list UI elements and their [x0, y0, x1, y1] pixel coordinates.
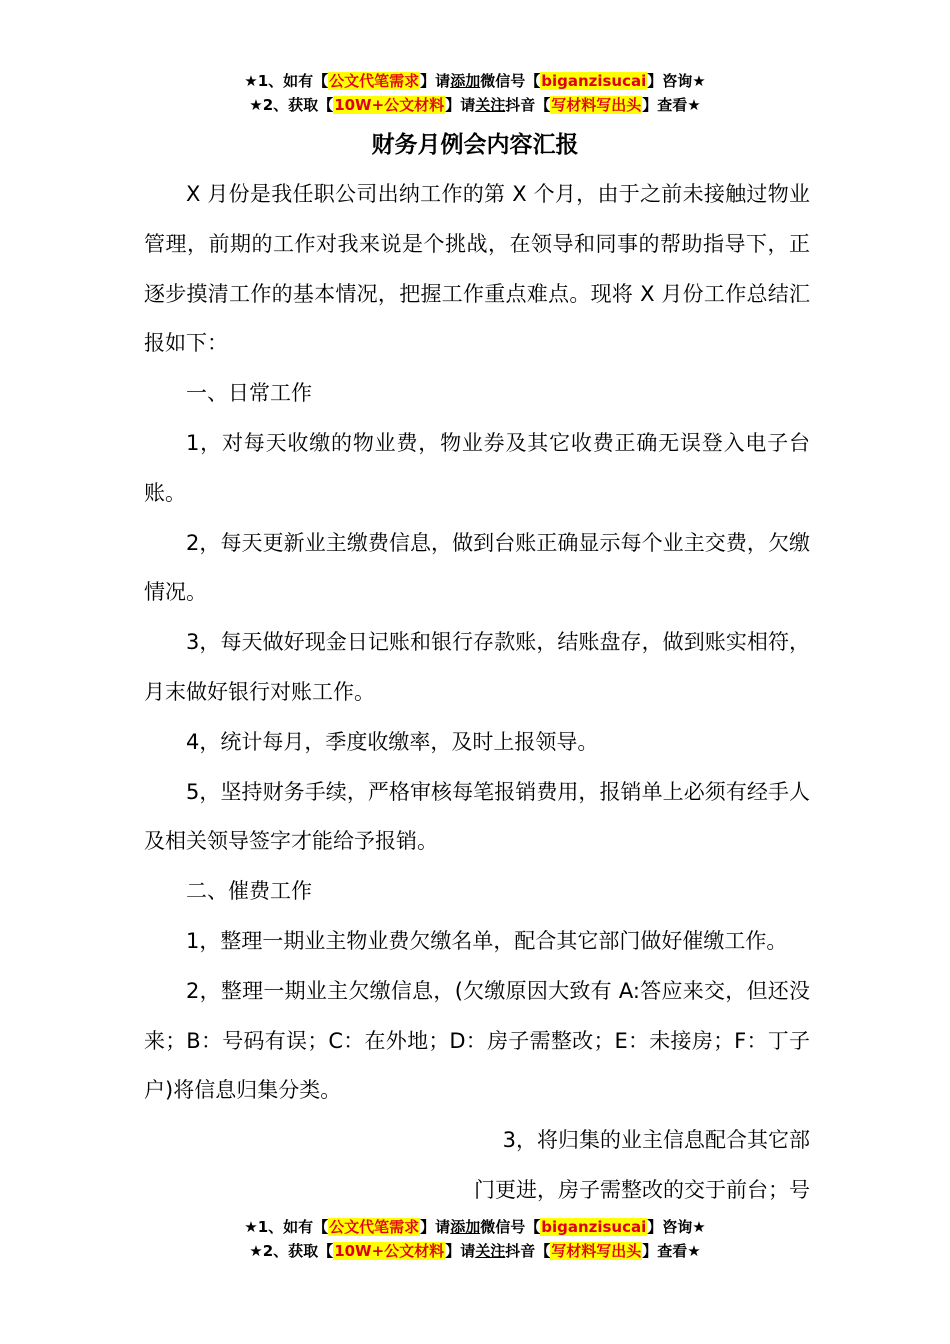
- footer-promo-banner: [0, 1215, 950, 1263]
- promo-highlight: biganzisucai: [541, 1218, 647, 1236]
- list-item: 5，坚持财务手续，严格审核每笔报销费用，报销单上必须有经手人及相关领导签字才能给予报销。: [144, 779, 810, 854]
- promo-highlight: biganzisucai: [541, 72, 647, 90]
- header-promo-banner: [0, 69, 950, 117]
- promo-highlight: 公文代笔需求: [329, 1218, 420, 1236]
- promo-underlined-text: 关注: [475, 96, 506, 114]
- promo-underlined-text: 关注: [475, 1242, 506, 1260]
- promo-text: 微信号【: [480, 1218, 541, 1236]
- promo-highlight: 公文代笔需求: [329, 72, 420, 90]
- promo-line-2: [0, 93, 950, 117]
- promo-text: 微信号【: [480, 72, 541, 90]
- promo-text: 抖音【: [505, 1242, 551, 1260]
- promo-highlight: 10W+公文材料: [334, 1242, 445, 1260]
- list-item: 1，对每天收缴的物业费，物业券及其它收费正确无误登入电子台账。: [144, 430, 810, 505]
- promo-text: 】请: [445, 1242, 476, 1260]
- promo-text: ★1、如有【: [244, 72, 329, 90]
- intro-paragraph: X 月份是我任职公司出纳工作的第 X 个月，由于之前未接触过物业管理，前期的工作对我来说是个挑战，在领导和同事的帮助指导下，正逐步摸清工作的基本情况，把握工作重点难点。现将 X 月份工作总结汇报如下：: [144, 182, 810, 356]
- promo-underlined-text: 添加: [450, 72, 481, 90]
- promo-text: 】请: [420, 72, 451, 90]
- promo-text: 】请: [420, 1218, 451, 1236]
- promo-highlight: 写材料写出头: [551, 96, 642, 114]
- promo-line-2: [0, 1239, 950, 1263]
- section-heading-fee-collection: 二、催费工作: [186, 879, 312, 904]
- promo-line-1: [0, 69, 950, 93]
- promo-text: 】查看★: [642, 1242, 701, 1260]
- list-item-fragment: 3，将归集的业主信息配合其它部: [502, 1128, 810, 1153]
- section-heading-daily-work: 一、日常工作: [186, 381, 312, 406]
- promo-line-1: [0, 1215, 950, 1239]
- list-item: 1，整理一期业主物业费欠缴名单，配合其它部门做好催缴工作。: [186, 928, 788, 953]
- promo-highlight: 10W+公文材料: [334, 96, 445, 114]
- promo-highlight: 写材料写出头: [551, 1242, 642, 1260]
- promo-text: 】请: [445, 96, 476, 114]
- list-item: 2，整理一期业主欠缴信息，(欠缴原因大致有 A:答应来交，但还没来；B：号码有误；C：在外地；D：房子需整改；E：未接房；F：丁子户)将信息归集分类。: [144, 978, 810, 1103]
- list-item: 3，每天做好现金日记账和银行存款账，结账盘存，做到账实相符，月末做好银行对账工作。: [144, 630, 810, 704]
- promo-text: ★2、获取【: [249, 1242, 334, 1260]
- list-item: 4，统计每月，季度收缴率，及时上报领导。: [186, 729, 599, 754]
- promo-text: 】咨询★: [647, 1218, 706, 1236]
- promo-text: 】查看★: [642, 96, 701, 114]
- list-item: 2，每天更新业主缴费信息，做到台账正确显示每个业主交费，欠缴情况。: [144, 530, 810, 605]
- promo-text: 抖音【: [505, 96, 551, 114]
- document-body: [144, 170, 810, 1216]
- promo-text: 】咨询★: [647, 72, 706, 90]
- document-title: 财务月例会内容汇报: [371, 132, 579, 158]
- promo-text: ★1、如有【: [244, 1218, 329, 1236]
- list-item-fragment: 门更进，房子需整改的交于前台；号: [474, 1177, 810, 1202]
- promo-text: ★2、获取【: [249, 96, 334, 114]
- promo-underlined-text: 添加: [450, 1218, 481, 1236]
